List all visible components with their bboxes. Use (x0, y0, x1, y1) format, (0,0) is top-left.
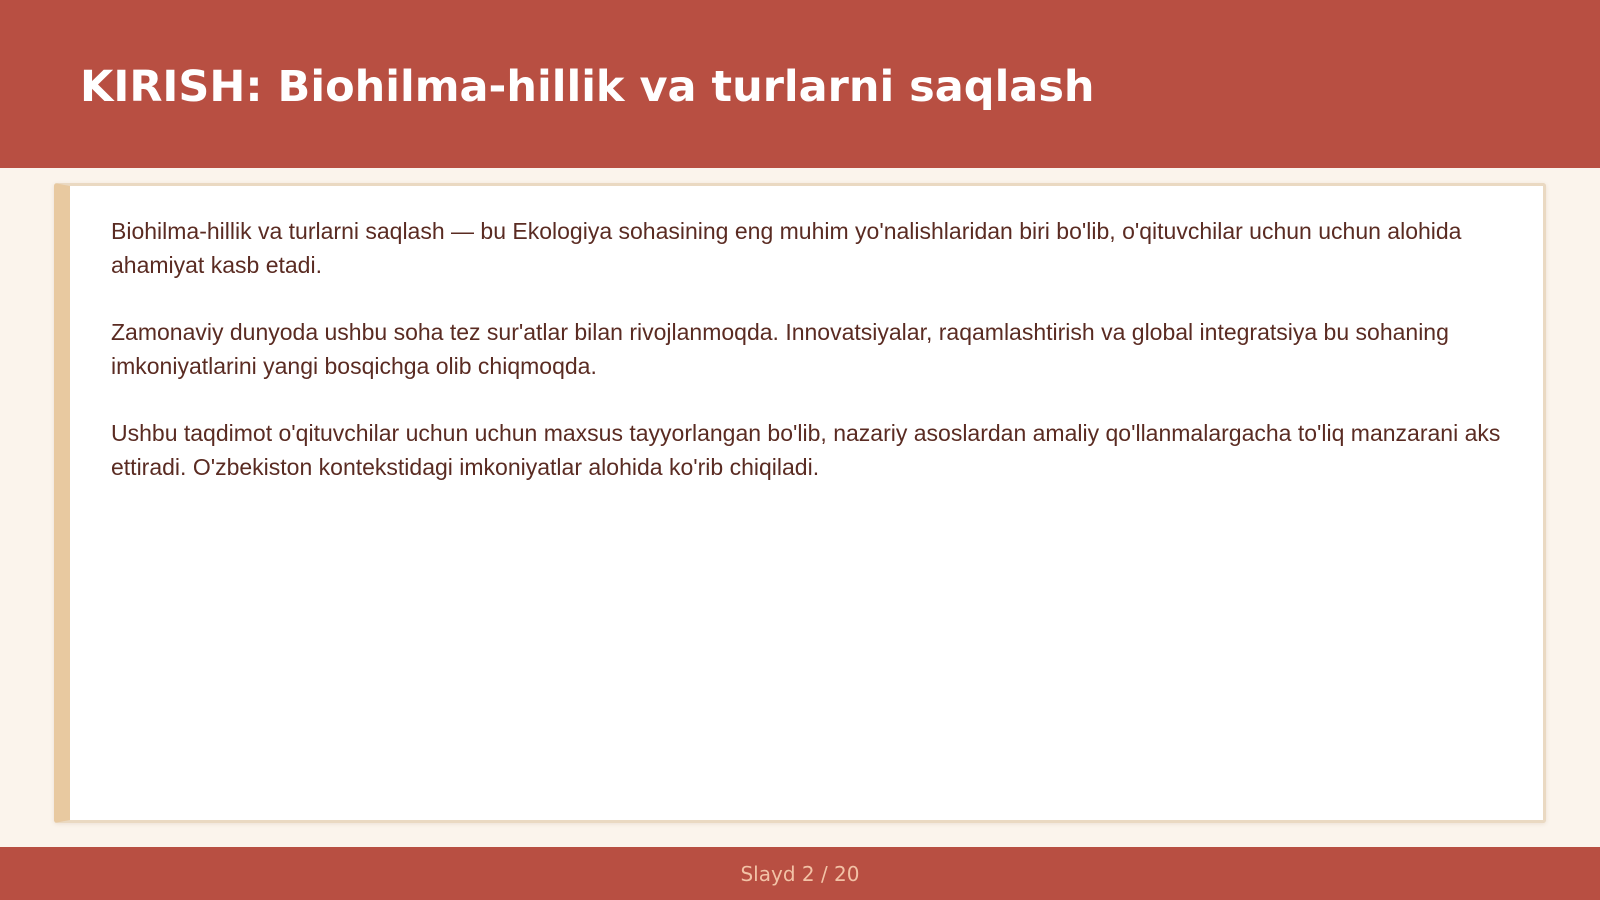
presentation-purpose-paragraph: Ushbu taqdimot o'qituvchilar uchun uchun maxsus tayyorlangan bo'lib, nazariy asoslardan amaliy qo'llanmalargacha to'liq manzarani aks ettiradi. O'zbekiston kontekstidagi imkoniyatlar alohida ko'rib chiqiladi. (111, 420, 1501, 480)
slide-footer (0, 847, 1600, 900)
modern-world-paragraph: Zamonaviy dunyoda ushbu soha tez sur'atlar bilan rivojlanmoqda. Innovatsiyalar, raqamlashtirish va global integratsiya bu sohaning imkoniyatlarini yangi bosqichga olib chiqmoqda. (111, 319, 1449, 379)
slide-header (0, 0, 1600, 168)
intro-paragraph: Biohilma-hillik va turlarni saqlash — bu Ekologiya sohasining eng muhim yo'nalishlaridan biri bo'lib, o'qituvchilar uchun uchun alohida ahamiyat kasb etadi. (111, 218, 1462, 278)
slide-counter: Slayd 2 / 20 (740, 862, 860, 886)
content-body (111, 214, 1511, 517)
slide-title: KIRISH: Biohilma-hillik va turlarni saqlash (80, 62, 1095, 112)
